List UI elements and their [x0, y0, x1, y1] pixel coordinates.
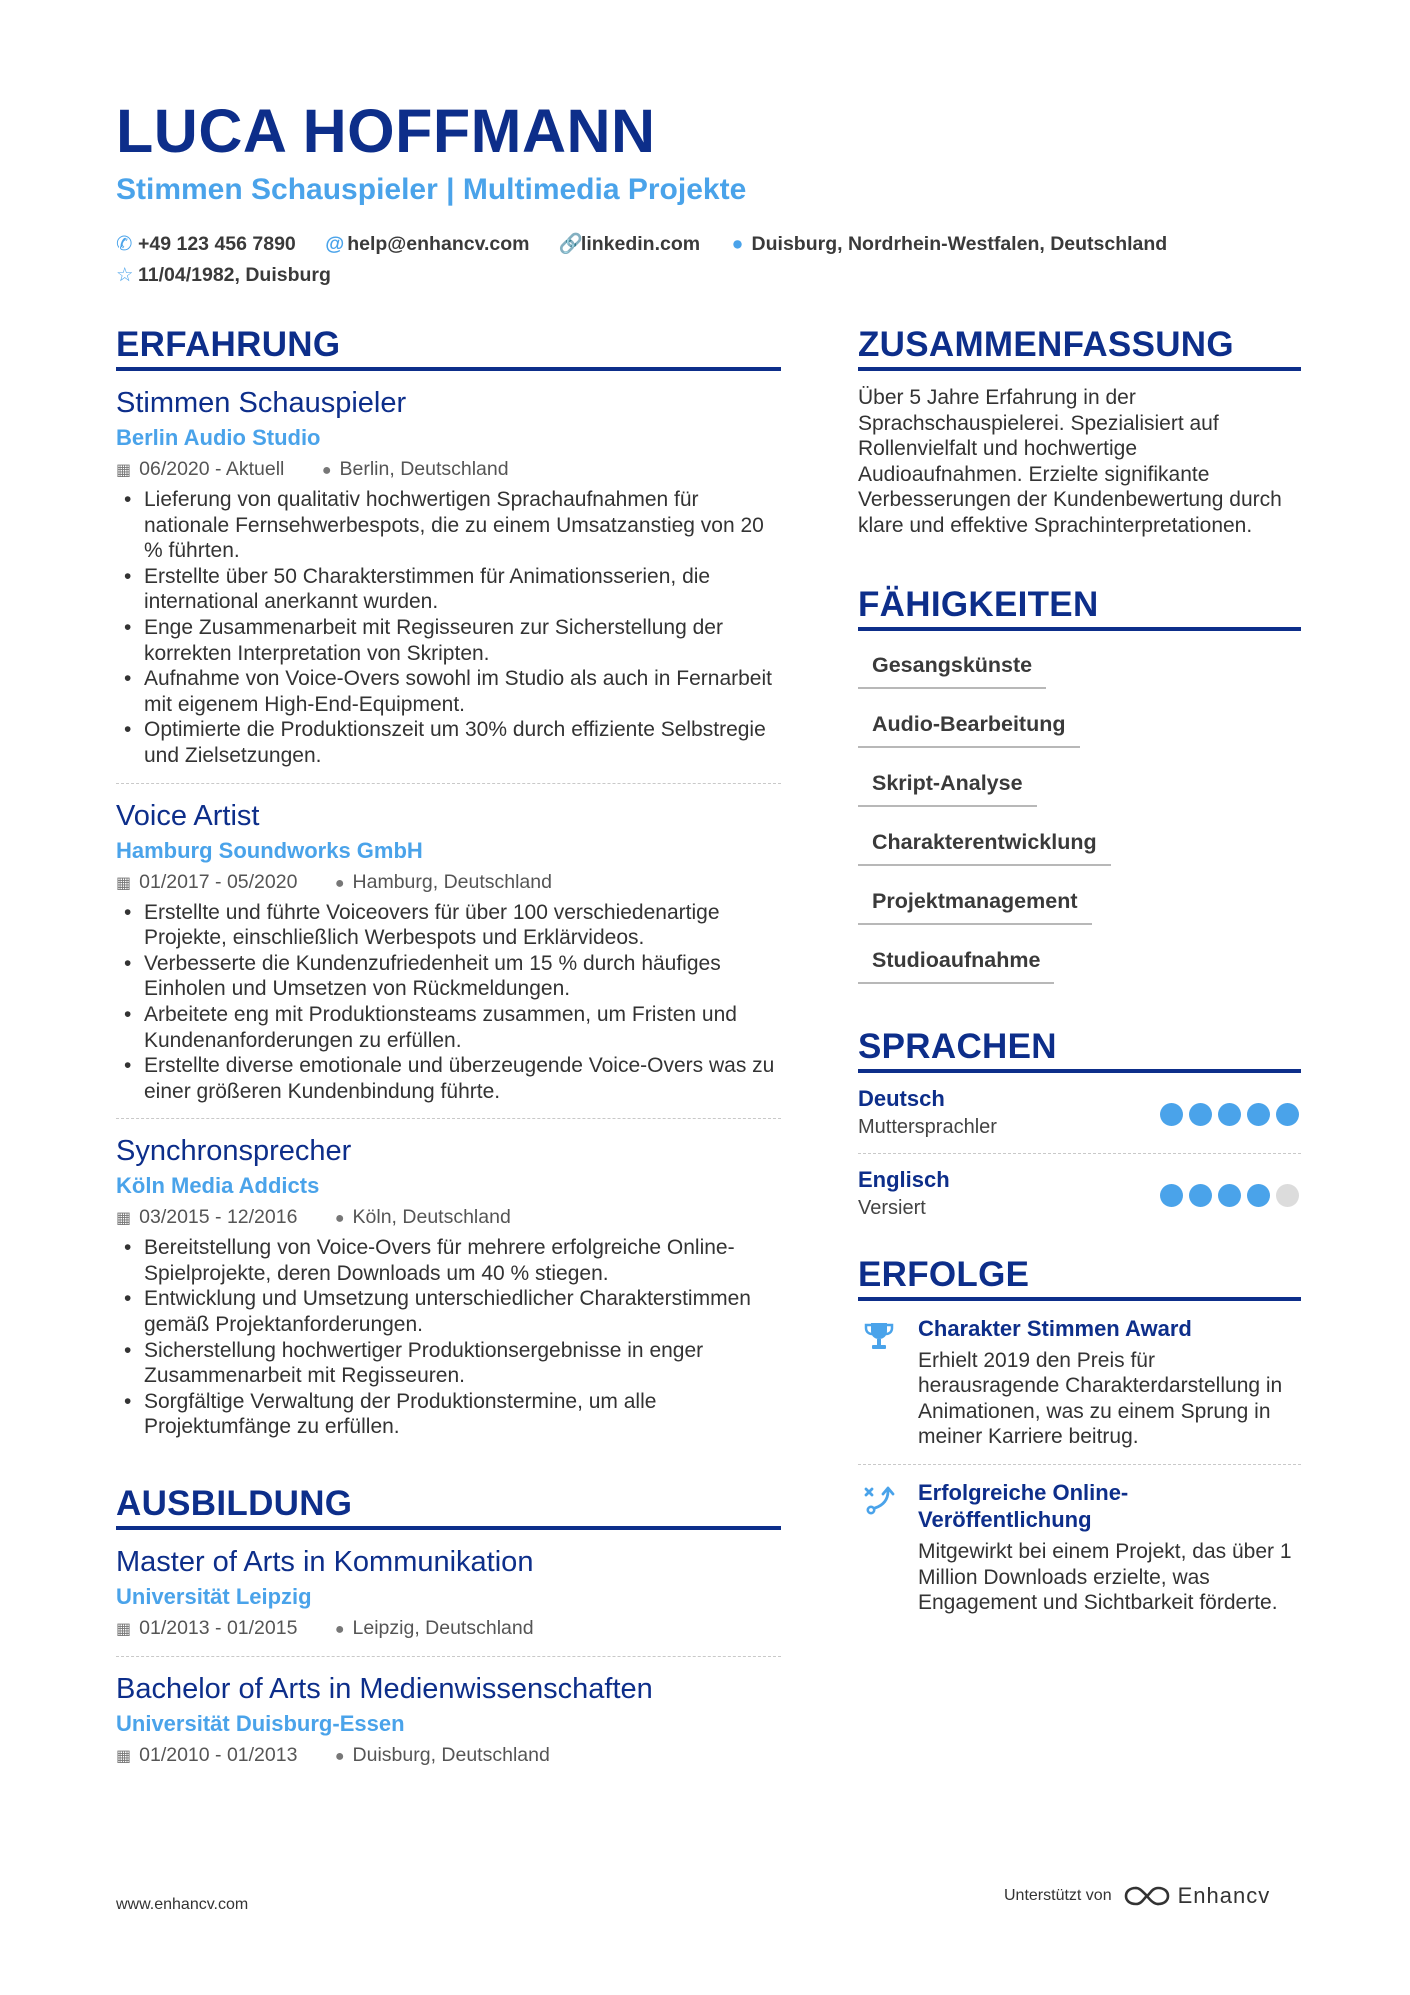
bullet-item: • Verbesserte die Kundenzufriedenheit um 15 % durch häufiges Einholen und Umsetzen von Rückmeldungen. — [116, 951, 781, 1002]
bullet-item: • Aufnahme von Voice-Overs sowohl im Studio als auch in Fernarbeit mit eigenem High-End-Equipment. — [116, 666, 781, 717]
achievement-description: Erhielt 2019 den Preis für herausragende Charakterdarstellung in Animationen, was zu einem Sprung in meiner Karriere beitrug. — [918, 1348, 1283, 1449]
school-name: Universität Duisburg-Essen — [116, 1711, 405, 1737]
language-rating — [1160, 1184, 1299, 1207]
rating-dot-filled — [1218, 1184, 1241, 1207]
job-company: Köln Media Addicts — [116, 1173, 320, 1199]
link-icon: 🔗 — [558, 233, 584, 255]
job-entry — [116, 371, 781, 784]
location-pin-icon: ● — [731, 233, 744, 255]
education-entry — [116, 1530, 781, 1657]
enhancv-logo-icon — [1124, 1884, 1170, 1908]
trophy-icon — [862, 1319, 896, 1353]
contact-linkedin[interactable]: 🔗linkedin.com — [559, 229, 700, 260]
skill-tag: Charakterentwicklung — [858, 822, 1111, 866]
contact-location: ● Duisburg, Nordrhein-Westfalen, Deutschland — [730, 229, 1168, 260]
experience-heading: ERFAHRUNG — [116, 325, 781, 371]
skills-list — [858, 645, 1301, 999]
contact-info — [116, 229, 1316, 291]
location-pin-icon: ● — [321, 462, 332, 479]
job-entry — [116, 1119, 781, 1454]
language-name: Deutsch — [858, 1085, 945, 1111]
skill-tag: Studioaufnahme — [858, 940, 1054, 984]
location-pin-icon: ● — [334, 1748, 345, 1766]
summary-heading: ZUSAMMENFASSUNG — [858, 325, 1301, 371]
contact-email[interactable]: @ help@enhancv.com — [325, 229, 529, 260]
language-rating — [1160, 1103, 1299, 1126]
bullet-item: • Erstellte und führte Voiceovers für über 100 verschiedenartige Projekte, einschließlich Werbespots und Erklärvideos. — [116, 900, 781, 951]
school-name: Universität Leipzig — [116, 1584, 312, 1610]
powered-by-label: Unterstützt von — [1004, 1887, 1112, 1904]
bullet-item: • Sorgfältige Verwaltung der Produktionstermine, um alle Projektumfänge zu erfüllen. — [116, 1389, 781, 1440]
rating-dot-empty — [1276, 1184, 1299, 1207]
education-meta: ▦ 01/2010 - 01/2013 ● Duisburg, Deutschland — [116, 1744, 550, 1767]
job-title: Stimmen Schauspieler — [116, 387, 407, 419]
achievement-entry — [858, 1465, 1301, 1630]
calendar-icon: ▦ — [116, 462, 132, 479]
location-pin-icon: ● — [334, 1621, 345, 1639]
strategy-icon — [862, 1483, 896, 1517]
contact-birth: ☆ 11/04/1982, Duisburg — [116, 260, 331, 291]
language-level: Versiert — [858, 1196, 926, 1219]
bullet-item: • Bereitstellung von Voice-Overs für mehrere erfolgreiche Online-Spielprojekte, deren Downloads um 40 % stiegen. — [116, 1235, 781, 1286]
calendar-icon: ▦ — [116, 1748, 132, 1766]
candidate-name: LUCA HOFFMANN — [116, 97, 656, 165]
footer-website[interactable]: www.enhancv.com — [116, 1896, 249, 1913]
job-title: Synchronsprecher — [116, 1135, 352, 1168]
location-pin-icon: ● — [334, 874, 345, 892]
education-meta: ▦ 01/2013 - 01/2015 ● Leipzig, Deutschland — [116, 1617, 534, 1640]
job-company: Hamburg Soundworks GmbH — [116, 837, 423, 863]
summary-text: Über 5 Jahre Erfahrung in der Sprachschauspielerei. Spezialisiert auf Rollenvielfalt und hochwertige Audioaufnahmen. Erzielte signifikante Verbesserungen der Kundenbewertung durch klare und effektive Sprachinterpretationen. — [858, 386, 1282, 537]
degree-title: Bachelor of Arts in Medienwissenschaften — [116, 1673, 653, 1706]
bullet-item: • Erstellte über 50 Charakterstimmen für Animationsserien, die international anerkannt wurden. — [116, 564, 781, 615]
calendar-icon: ▦ — [116, 874, 132, 892]
languages-heading: SPRACHEN — [858, 1027, 1301, 1073]
star-icon: ☆ — [116, 264, 134, 286]
job-title: Voice Artist — [116, 799, 260, 832]
job-meta: ▦ 01/2017 - 05/2020 ● Hamburg, Deutschland — [116, 870, 552, 893]
calendar-icon: ▦ — [116, 1210, 132, 1228]
bullet-item: • Optimierte die Produktionszeit um 30% durch effiziente Selbstregie und Zielsetzungen. — [116, 717, 781, 768]
job-bullets — [116, 487, 781, 769]
education-heading: AUSBILDUNG — [116, 1484, 781, 1530]
right-column — [858, 325, 1301, 1630]
rating-dot-filled — [1189, 1103, 1212, 1126]
job-bullets — [116, 900, 781, 1105]
rating-dot-filled — [1189, 1184, 1212, 1207]
education-entry — [116, 1657, 781, 1783]
brand-name: Enhancv — [1177, 1883, 1271, 1908]
language-entry — [858, 1154, 1301, 1235]
job-company: Berlin Audio Studio — [116, 425, 321, 450]
achievement-entry — [858, 1301, 1301, 1465]
skill-tag: Skript-Analyse — [858, 763, 1037, 807]
job-bullets — [116, 1235, 781, 1440]
bullet-item: • Lieferung von qualitativ hochwertigen Sprachaufnahmen für nationale Fernsehwerbespots, die zu einem Umsatzanstieg von 20 % führten. — [116, 487, 781, 564]
rating-dot-filled — [1218, 1103, 1241, 1126]
skill-tag: Gesangskünste — [858, 645, 1046, 689]
phone-icon: ✆ — [116, 233, 133, 255]
left-column — [116, 325, 781, 1783]
skill-tag: Audio-Bearbeitung — [858, 704, 1080, 748]
candidate-subtitle: Stimmen Schauspieler | Multimedia Projekte — [116, 173, 747, 206]
language-level: Muttersprachler — [858, 1115, 997, 1138]
rating-dot-filled — [1160, 1103, 1183, 1126]
job-meta: ▦ 03/2015 - 12/2016 ● Köln, Deutschland — [116, 1206, 511, 1229]
achievement-title: Charakter Stimmen Award — [918, 1315, 1192, 1341]
contact-phone: ✆ +49 123 456 7890 — [116, 229, 296, 260]
language-entry — [858, 1073, 1301, 1154]
bullet-item: • Erstellte diverse emotionale und überzeugende Voice-Overs was zu einer größeren Kundenbindung führte. — [116, 1053, 781, 1104]
location-pin-icon: ● — [334, 1210, 345, 1228]
footer-branding — [1004, 1883, 1270, 1909]
bullet-item: • Sicherstellung hochwertiger Produktionsergebnisse in enger Zusammenarbeit mit Regisseuren. — [116, 1338, 781, 1389]
achievement-description: Mitgewirkt bei einem Projekt, das über 1 Million Downloads erzielte, was Engagement und Sichtbarkeit förderte. — [918, 1539, 1292, 1615]
language-name: Englisch — [858, 1166, 950, 1192]
rating-dot-filled — [1247, 1184, 1270, 1207]
email-icon: @ — [325, 233, 345, 255]
skill-tag: Projektmanagement — [858, 881, 1092, 925]
calendar-icon: ▦ — [116, 1621, 132, 1639]
rating-dot-filled — [1247, 1103, 1270, 1126]
job-meta: ▦ 06/2020 - Aktuell ● Berlin, Deutschland — [116, 458, 509, 480]
bullet-item: • Enge Zusammenarbeit mit Regisseuren zur Sicherstellung der korrekten Interpretation von Skripten. — [116, 615, 781, 666]
achievements-heading: ERFOLGE — [858, 1255, 1301, 1301]
bullet-item: • Arbeitete eng mit Produktionsteams zusammen, um Fristen und Kundenanforderungen zu erfüllen. — [116, 1002, 781, 1053]
degree-title: Master of Arts in Kommunikation — [116, 1546, 534, 1579]
bullet-item: • Entwicklung und Umsetzung unterschiedlicher Charakterstimmen gemäß Projektanforderungen. — [116, 1286, 781, 1337]
rating-dot-filled — [1276, 1103, 1299, 1126]
job-entry — [116, 784, 781, 1120]
skills-heading: FÄHIGKEITEN — [858, 585, 1301, 631]
achievement-title: Erfolgreiche Online-Veröffentlichung — [918, 1479, 1129, 1532]
rating-dot-filled — [1160, 1184, 1183, 1207]
